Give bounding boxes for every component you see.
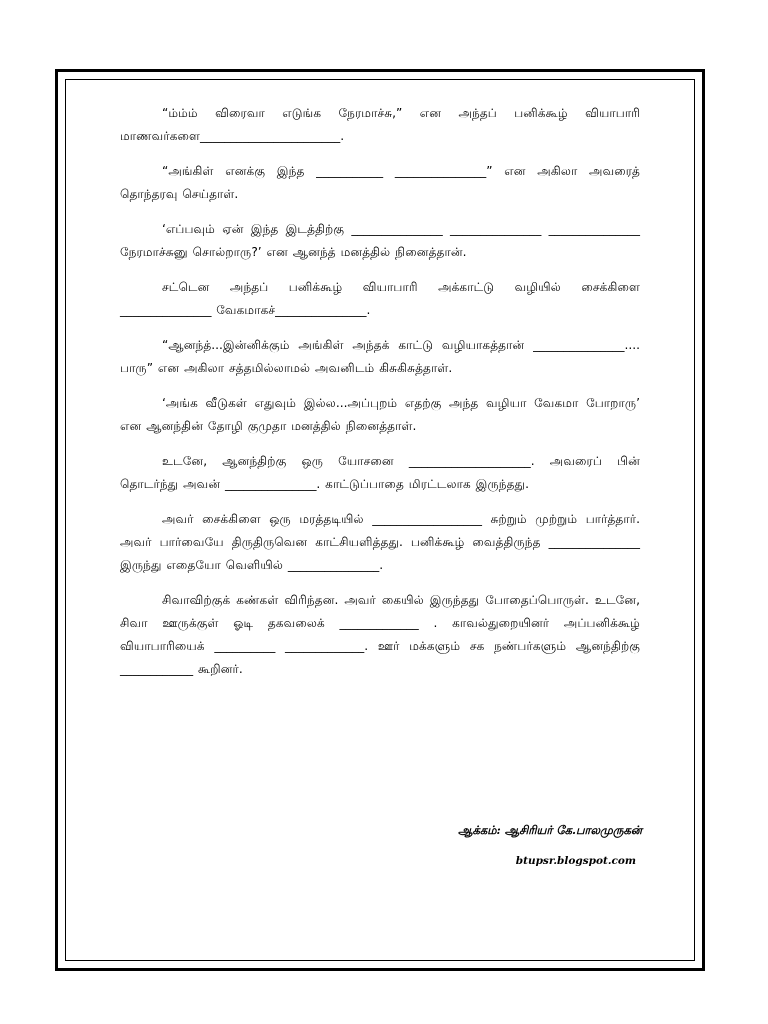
blog-url: btupsr.blogspot.com (515, 855, 636, 867)
paragraph-4: சட்டென அந்தப் பனிக்கூழ் வியாபாரி அக்காட்டு வழியில் சைக்கிளை _______________ வேகமாகச்_______________. (120, 280, 640, 317)
paragraph-6: ‘அங்க வீடுகள் எதுவும் இல்ல...அப்புறம் எதற்கு அந்த வழியா வேகமா போறாரு’ என ஆனந்தின் தோழி குமுதா மனத்தில் நினைத்தாள். (120, 396, 640, 433)
paragraph-8: அவர் சைக்கிளை ஒரு மரத்தடியில் __________________ சுற்றும் முற்றும் பார்த்தார். அவர் பார்வையே திருதிருவென காட்சியளித்தது. பனிக்கூழ் வைத்திருந்த _______________ இருந்து எதையோ வெளியில் _______________. (120, 512, 640, 572)
paragraph-3: ‘எப்பவும் ஏன் இந்த இடத்திற்கு _______________ _______________ _______________ நேரமாச்சுனு சொல்றாரு?’ என ஆனந்த் மனத்தில் நினைத்தான். (120, 222, 640, 259)
worksheet-body (120, 102, 640, 693)
paragraph-7: உடனே, ஆனந்திற்கு ஒரு யோசனை ____________________. அவரைப் பின் தொடர்ந்து அவன் _______________. காட்டுப்பாதை மிரட்டலாக இருந்தது. (120, 454, 640, 491)
paragraph-5: “ஆனந்த்...இன்னிக்கும் அங்கிள் அந்தக் காட்டு வழியாகத்தான் _______________.... பாரு” என அகிலா சத்தமில்லாமல் அவனிடம் கிசுகிசுத்தாள். (120, 338, 640, 375)
paragraph-9: சிவாவிற்குக் கண்கள் விரிந்தன. அவர் கையில் இருந்தது போதைப்பொருள். உடனே, சிவா ஊருக்குள் ஓடி தகவலைக் _____________ . காவல்துறையினர் அப்பனிக்கூழ் வியாபாரியைக் __________ _____________. ஊர் மக்களும் சக நண்பர்களும் ஆனந்திற்கு ____________ கூறினர். (120, 593, 640, 676)
paragraph-2: “அங்கிள் எனக்கு இந்த ___________ _______________” என அகிலா அவரைத் தொந்தரவு செய்தாள். (120, 164, 640, 201)
author-credit: ஆக்கம்: ஆசிரியர் கே.பாலமுருகன் (457, 823, 642, 837)
paragraph-1: “ம்ம்ம் விரைவா எடுங்க நேரமாச்சு,” என அந்தப் பனிக்கூழ் வியாபாரி மாணவர்களை_______________________. (120, 106, 640, 143)
